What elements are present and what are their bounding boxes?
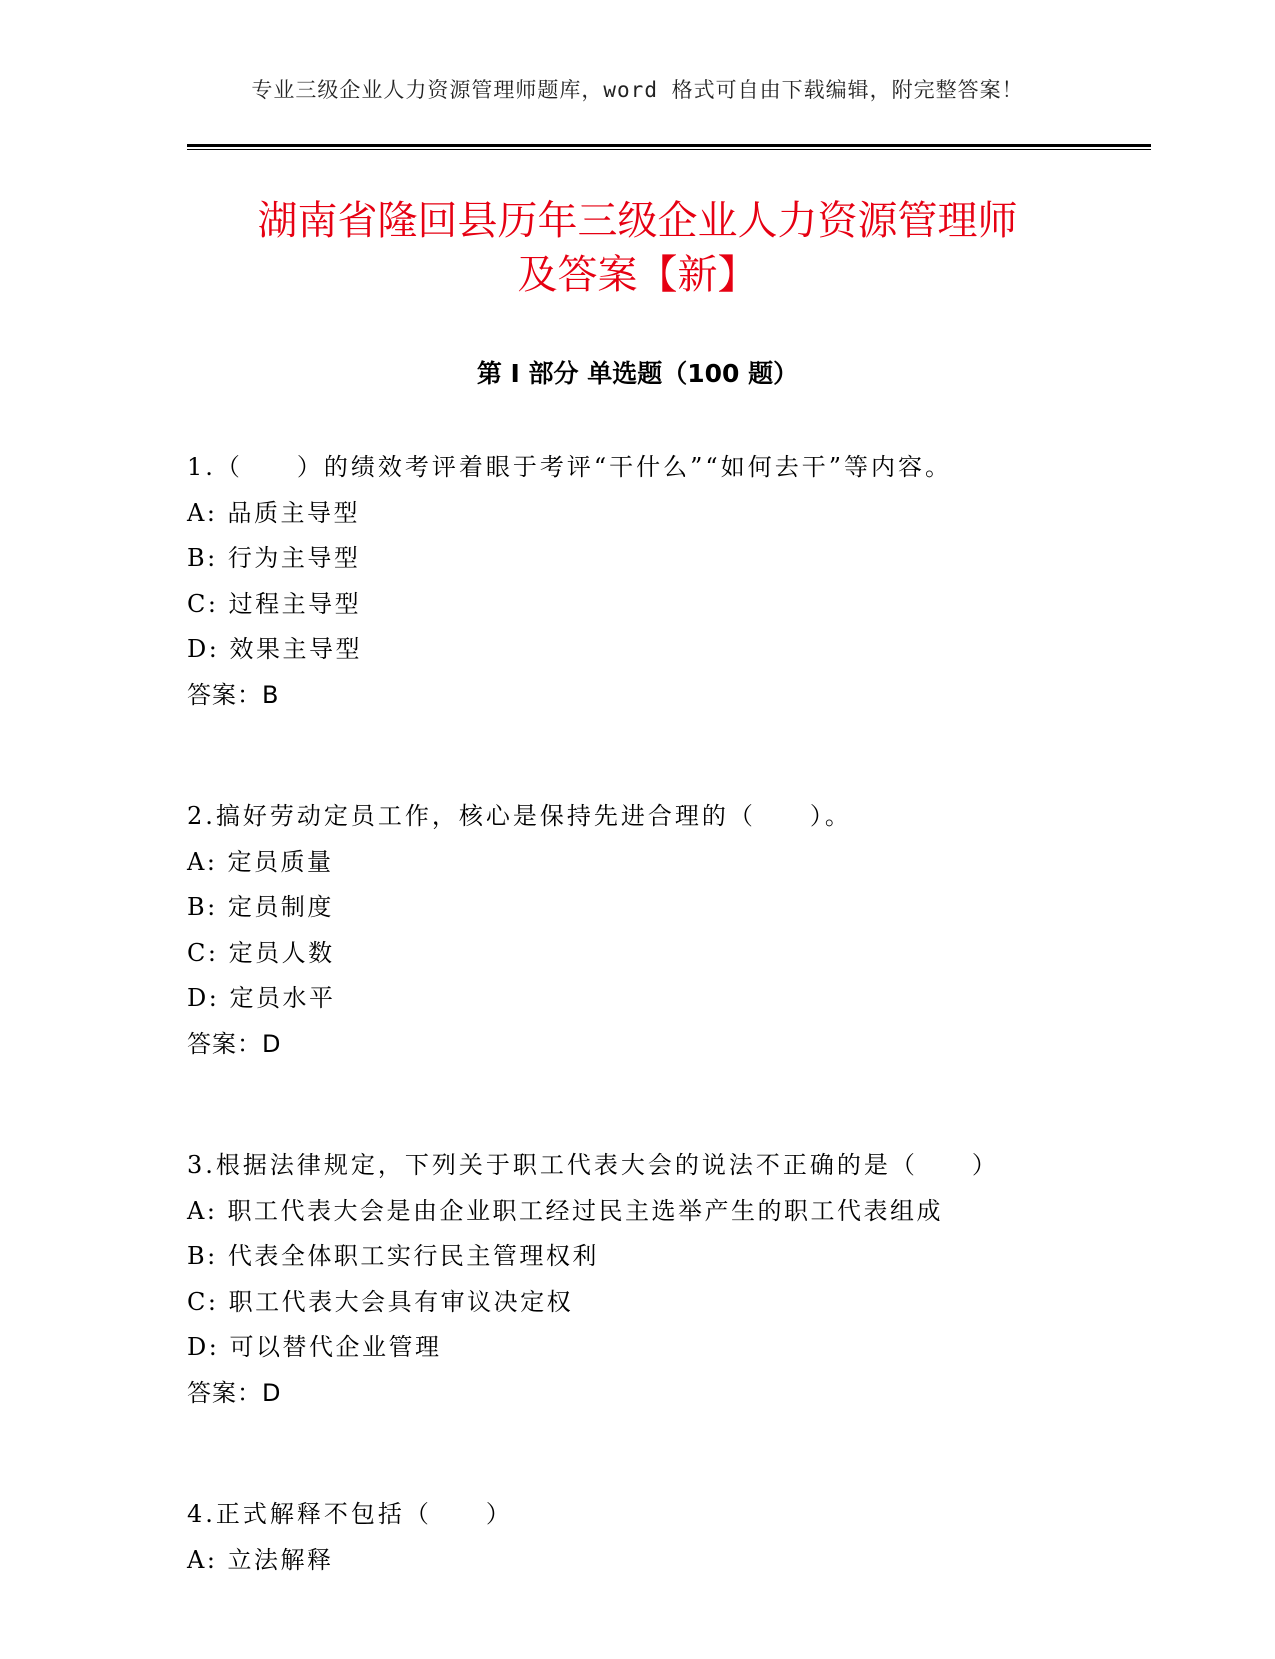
question-stem: 2.搞好劳动定员工作，核心是保持先进合理的（ ）。: [187, 802, 852, 830]
document-title-line-2: 及答案【新】: [517, 252, 758, 298]
document-title-line-1: 湖南省隆回县历年三级企业人力资源管理师: [257, 198, 1018, 244]
question-1: [187, 445, 1087, 718]
question-stem: 1.（ ）的绩效考评着眼于考评“干什么”“如何去干”等内容。: [187, 453, 952, 481]
option-c: C: 过程主导型: [187, 589, 362, 618]
option-b: B: 行为主导型: [187, 544, 361, 572]
answer-line: 答案：D: [187, 1378, 282, 1407]
option-a: A: 职工代表大会是由企业职工经过民主选举产生的职工代表组成: [187, 1196, 944, 1225]
answer-line: 答案：B: [187, 680, 280, 709]
option-b: B: 定员制度: [187, 893, 334, 921]
section-heading: 第 I 部分 单选题（100 题）: [476, 359, 799, 388]
option-a: A: 品质主导型: [187, 498, 361, 527]
answer-line: 答案：D: [187, 1029, 282, 1058]
option-b: B: 代表全体职工实行民主管理权利: [187, 1242, 599, 1270]
option-d: D: 定员水平: [187, 984, 336, 1012]
option-d: D: 可以替代企业管理: [187, 1333, 442, 1361]
question-3: [187, 1143, 1087, 1416]
question-2: [187, 794, 1087, 1067]
option-d: D: 效果主导型: [187, 635, 362, 663]
option-c: C: 定员人数: [187, 938, 335, 967]
option-c: C: 职工代表大会具有审议决定权: [187, 1287, 574, 1316]
question-stem: 3.根据法律规定，下列关于职工代表大会的说法不正确的是（ ）: [187, 1151, 999, 1179]
header-note: 专业三级企业人力资源管理师题库，word 格式可自由下载编辑，附完整答案！: [251, 78, 1024, 102]
option-a: A: 定员质量: [187, 847, 334, 876]
question-4: [187, 1492, 1087, 1583]
header-divider-thin: [187, 149, 1151, 150]
document-title: [150, 194, 1125, 302]
question-list: [187, 445, 1087, 1659]
header-divider-thick: [187, 144, 1151, 147]
option-a: A: 立法解释: [187, 1545, 334, 1574]
question-stem: 4.正式解释不包括（ ）: [187, 1500, 513, 1528]
